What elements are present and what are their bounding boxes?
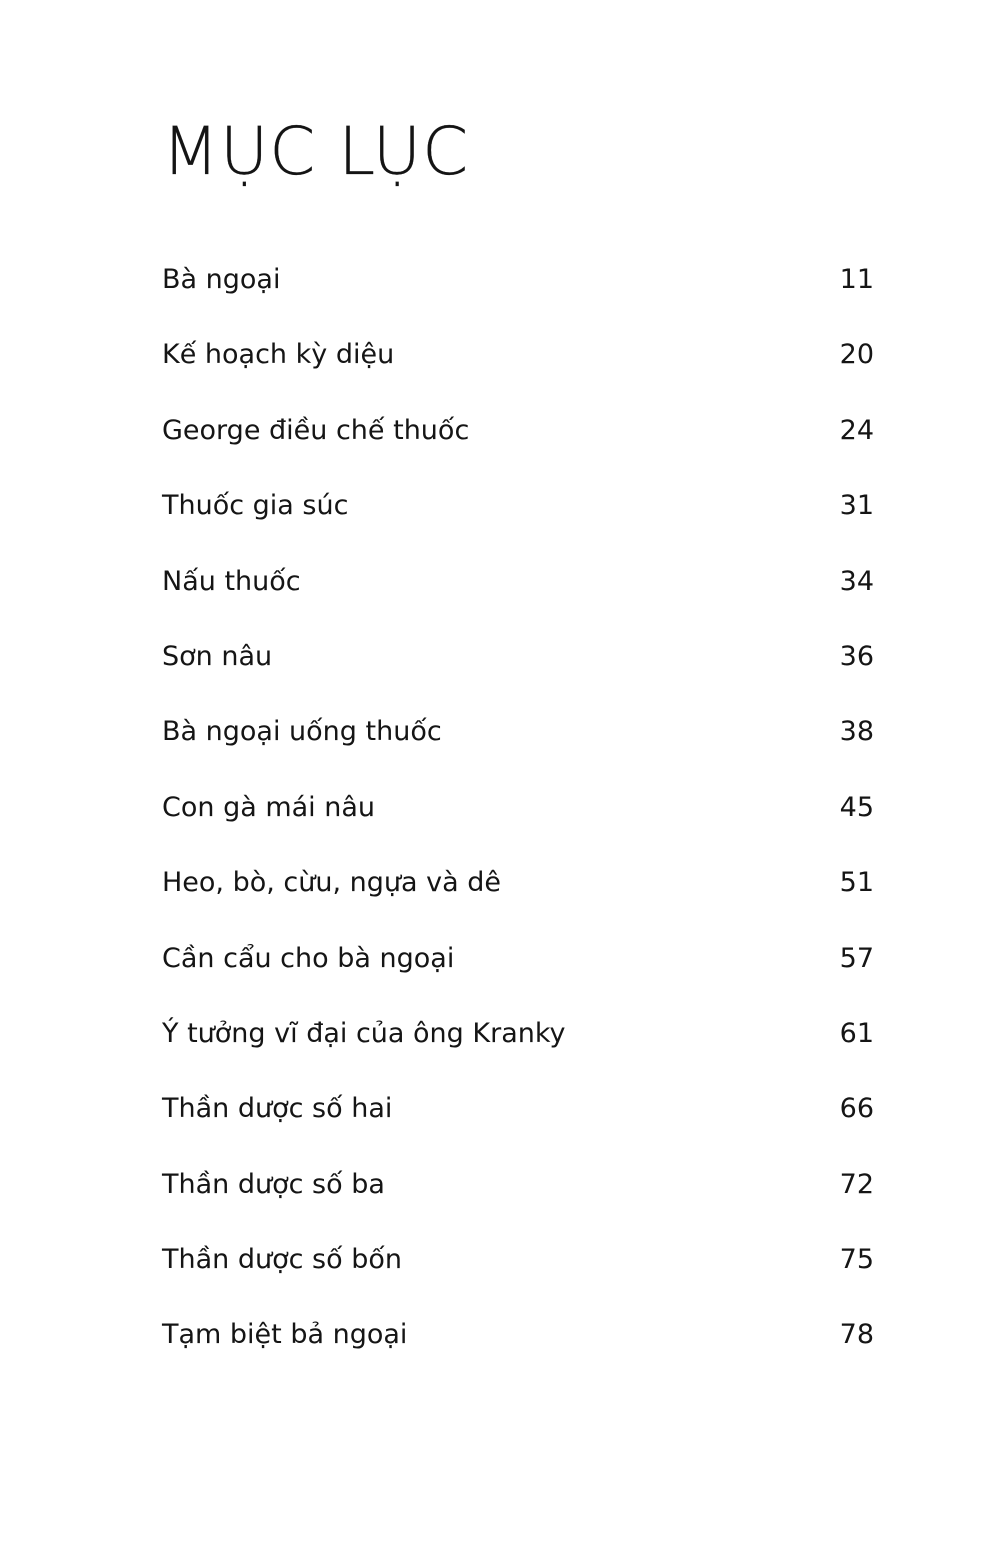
toc-entry-page: 57 bbox=[839, 942, 874, 974]
toc-entry-page: 38 bbox=[839, 716, 874, 748]
toc-entry bbox=[162, 484, 874, 559]
toc-entry bbox=[162, 1238, 874, 1313]
toc-entry bbox=[162, 635, 874, 710]
toc-entry-title: George điều chế thuốc bbox=[162, 414, 470, 446]
page-title: MỤC LỤC bbox=[162, 113, 470, 190]
toc-entry-title: Bà ngoại uống thuốc bbox=[162, 716, 442, 748]
toc-entry-page: 45 bbox=[839, 791, 874, 823]
toc-entry-page: 34 bbox=[839, 565, 874, 597]
toc-entry-page: 72 bbox=[839, 1168, 874, 1200]
toc-entry bbox=[162, 333, 874, 408]
toc-entry-title: Thuốc gia súc bbox=[162, 490, 349, 522]
toc-entry-title: Con gà mái nâu bbox=[162, 791, 376, 823]
toc-entry bbox=[162, 1012, 874, 1087]
toc-entry-page: 36 bbox=[839, 640, 874, 672]
toc-entry-title: Sơn nâu bbox=[162, 640, 273, 672]
toc-entry-page: 61 bbox=[839, 1017, 874, 1049]
toc-entry-title: Bà ngoại bbox=[162, 264, 281, 295]
toc-entry-page: 51 bbox=[839, 867, 874, 899]
toc-entry bbox=[162, 710, 874, 785]
toc-entry-title: Tạm biệt bả ngoại bbox=[162, 1319, 408, 1351]
toc-entry bbox=[162, 560, 874, 635]
toc-entry-page: 11 bbox=[839, 264, 874, 295]
toc-entry-title: Cần cẩu cho bà ngoại bbox=[162, 942, 455, 974]
toc-entry-title: Ý tưởng vĩ đại của ông Kranky bbox=[162, 1017, 566, 1049]
toc-entry-title: Kế hoạch kỳ diệu bbox=[162, 339, 395, 371]
toc-entry-title: Nấu thuốc bbox=[162, 565, 301, 597]
toc-entry-title: Thần dược số bốn bbox=[162, 1244, 402, 1276]
toc-entry-title: Thần dược số hai bbox=[162, 1093, 393, 1125]
toc-entry-page: 66 bbox=[839, 1093, 874, 1125]
toc-entry bbox=[162, 1087, 874, 1162]
toc-entry-page: 75 bbox=[839, 1244, 874, 1276]
table-of-contents bbox=[162, 258, 874, 1389]
toc-entry bbox=[162, 1313, 874, 1388]
toc-entry bbox=[162, 258, 874, 333]
toc-entry-title: Heo, bò, cừu, ngựa và dê bbox=[162, 867, 502, 899]
toc-entry-page: 31 bbox=[839, 490, 874, 522]
toc-entry-page: 24 bbox=[839, 414, 874, 446]
toc-entry bbox=[162, 1163, 874, 1238]
toc-entry bbox=[162, 861, 874, 936]
toc-entry bbox=[162, 786, 874, 861]
toc-entry-title: Thần dược số ba bbox=[162, 1168, 385, 1200]
toc-entry-page: 78 bbox=[839, 1319, 874, 1351]
toc-entry bbox=[162, 409, 874, 484]
toc-entry bbox=[162, 937, 874, 1012]
toc-entry-page: 20 bbox=[839, 339, 874, 371]
